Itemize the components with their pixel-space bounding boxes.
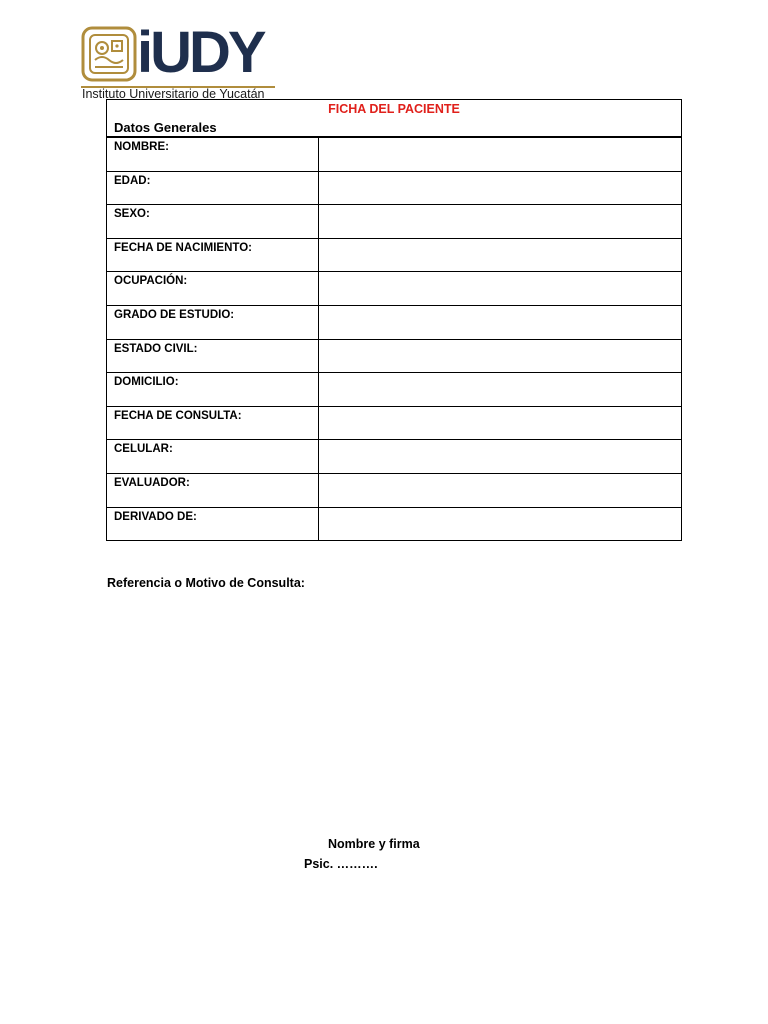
- field-label: SEXO:: [107, 205, 319, 239]
- field-label: ESTADO CIVIL:: [107, 339, 319, 373]
- field-value-cell[interactable]: [319, 507, 682, 541]
- field-label: DERIVADO DE:: [107, 507, 319, 541]
- field-label: FECHA DE NACIMIENTO:: [107, 238, 319, 272]
- table-row: [107, 138, 682, 172]
- field-label: EVALUADOR:: [107, 473, 319, 507]
- table-row: [107, 272, 682, 306]
- field-value-cell[interactable]: [319, 272, 682, 306]
- form-header: [106, 99, 682, 137]
- logo-wordmark: iUDY: [137, 20, 264, 85]
- table-row: [107, 373, 682, 407]
- section-title: Datos Generales: [114, 120, 217, 135]
- field-label: NOMBRE:: [107, 138, 319, 172]
- logo-subtitle: Instituto Universitario de Yucatán: [82, 87, 265, 101]
- table-row: [107, 406, 682, 440]
- field-label: GRADO DE ESTUDIO:: [107, 305, 319, 339]
- form-title: FICHA DEL PACIENTE: [328, 102, 460, 116]
- field-label: CELULAR:: [107, 440, 319, 474]
- field-value-cell[interactable]: [319, 138, 682, 172]
- field-value-cell[interactable]: [319, 171, 682, 205]
- table-row: [107, 305, 682, 339]
- field-label: FECHA DE CONSULTA:: [107, 406, 319, 440]
- field-value-cell[interactable]: [319, 339, 682, 373]
- field-label: OCUPACIÓN:: [107, 272, 319, 306]
- field-label: DOMICILIO:: [107, 373, 319, 407]
- table-row: [107, 339, 682, 373]
- field-value-cell[interactable]: [319, 238, 682, 272]
- field-value-cell[interactable]: [319, 205, 682, 239]
- field-value-cell[interactable]: [319, 406, 682, 440]
- table-row: [107, 238, 682, 272]
- mayan-glyph-icon: [81, 26, 137, 82]
- field-value-cell[interactable]: [319, 373, 682, 407]
- patient-data-table: [106, 137, 682, 541]
- field-value-cell[interactable]: [319, 440, 682, 474]
- signature-label: Nombre y firma: [328, 837, 420, 851]
- table-row: [107, 171, 682, 205]
- table-row: [107, 473, 682, 507]
- table-row: [107, 440, 682, 474]
- table-row: [107, 507, 682, 541]
- field-value-cell[interactable]: [319, 473, 682, 507]
- consultation-reason-label: Referencia o Motivo de Consulta:: [107, 576, 305, 590]
- field-label: EDAD:: [107, 171, 319, 205]
- psychologist-signature-line: Psic. ……….: [304, 857, 378, 871]
- table-row: [107, 205, 682, 239]
- field-value-cell[interactable]: [319, 305, 682, 339]
- institution-logo: [81, 20, 281, 102]
